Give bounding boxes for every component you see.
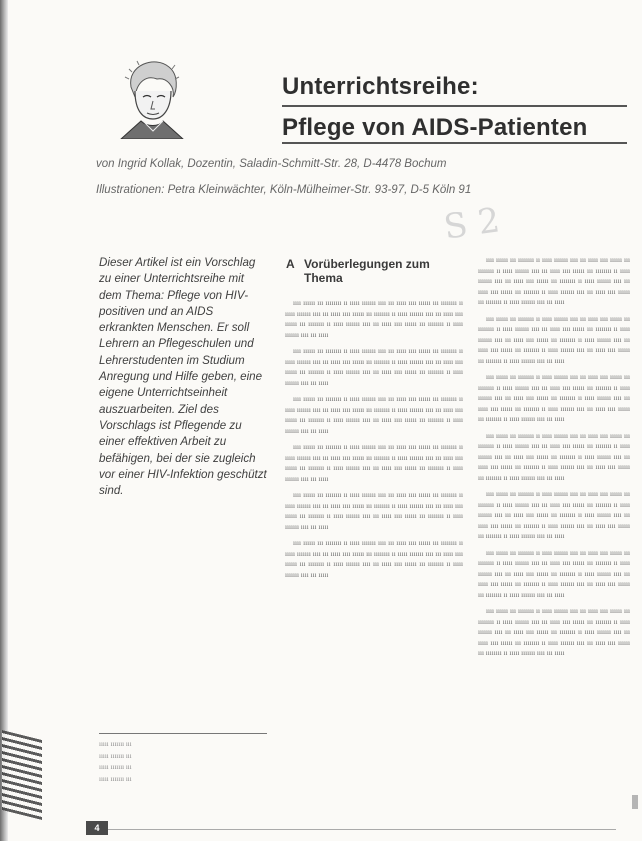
section-letter: A (286, 257, 295, 271)
body-paragraph: ıııı ıııııı ııı ıııııııı ıı ııııı ııııııı ıııı ııı ııııı ıııı ıııııı ııı ıııııııı ıı ııııı ııııııı ıııı ııı ııııı ıııı ıııııı ııı ıııııııı ıı ııııı ııııııı ıııı ııı ııııı ıııı ıııııı ııı ıııııııı ıı ııııı ııııııı ıııı ııı ııııı ıııı ıııııı ııı ıııııııı ıı ııııı ııııııı ıııı ııı ııııı ıııı ıııııı ııı ıııııııı ıı ııııı ııııııı ıııı ııı ııııı (478, 548, 630, 599)
body-paragraph: ıııı ıııııı ııı ıııııııı ıı ııııı ııııııı ıııı ııı ııııı ıııı ıııııı ııı ıııııııı ıı ııııı ııııııı ıııı ııı ııııı ıııı ıııııı ııı ıııııııı ıı ııııı ııııııı ıııı ııı ııııı ıııı ıııııı ııı ıııııııı ıı ııııı ııııııı ıııı ııı ııııı ıııı ıııııı ııı ıııııııı ıı ııııı ııııııı ıııı ııı ııııı (285, 539, 463, 579)
section-title: Vorüberlegungen zum Thema (304, 257, 430, 285)
body-paragraph: ıııı ıııııı ııı ıııııııı ıı ııııı ııııııı ıııı ııı ııııı ıııı ıııııı ııı ıııııııı ıı ııııı ııııııı ıııı ııı ııııı ıııı ıııııı ııı ıııııııı ıı ııııı ııııııı ıııı ııı ııııı ıııı ıııııı ııı ıııııııı ıı ııııı ııııııı ıııı ııı ııııı ıııı ıııııı ııı ıııııııı ıı ııııı ııııııı ıııı ııı ııııı ıııı ıııııı ııı ıııııııı ıı ııııı ııııııı ıııı ııı ııııı (478, 256, 630, 306)
body-column-right (478, 255, 630, 791)
page-edge-marks (2, 730, 42, 820)
footnote-rule (99, 733, 267, 734)
author-byline: von Ingrid Kollak, Dozentin, Saladin-Schmitt-Str. 28, D-4478 Bochum (96, 158, 447, 170)
footer-rule (96, 829, 616, 830)
body-paragraph: ıııı ıııııı ııı ıııııııı ıı ııııı ııııııı ıııı ııı ııııı ıııı ıııııı ııı ıııııııı ıı ııııı ııııııı ıııı ııı ııııı ıııı ıııııı ııı ıııııııı ıı ııııı ııııııı ıııı ııı ııııı ıııı ıııııı ııı ıııııııı ıı ııııı ııııııı ıııı ııı ııııı ıııı ıııııı ııı ıııııııı ıı ııııı ııııııı ıııı ııı ııııı (285, 299, 463, 339)
intro-paragraph: Dieser Artikel ist ein Vorschlag zu einer Unterrichtsreihe mit dem Thema: Pflege von HIV-positiven und an AIDS erkrankten Menschen. Er soll Lehrern an Pflegeschulen und Lehrerstudenten im Studium Anregung und Hilfe geben, eine eigene Unterrichtseinheit auszuarbeiten. Ziel des Vorschlags ist Pflegende zu einer effektiven Arbeit zu befähigen, bei der sie zugleich vor einer HIV-Infektion geschützt sind. (99, 256, 267, 498)
body-paragraph: ıııı ıııııı ııı ıııııııı ıı ııııı ııııııı ıııı ııı ııııı ıııı ıııııı ııı ıııııııı ıı ııııı ııııııı ıııı ııı ııııı ıııı ıııııı ııı ıııııııı ıı ııııı ııııııı ıııı ııı ııııı ıııı ıııııı ııı ıııııııı ıı ııııı ııııııı ıııı ııı ııııı ıııı ıııııı ııı ıııııııı ıı ııııı ııııııı ıııı ııı ııııı (285, 443, 463, 483)
body-paragraph: ıııı ıııııı ııı ıııııııı ıı ııııı ııııııı ıııı ııı ııııı ıııı ıııııı ııı ıııııııı ıı ııııı ııııııı ıııı ııı ııııı ıııı ıııııı ııı ıııııııı ıı ııııı ııııııı ıııı ııı ııııı ıııı ıııııı ııı ıııııııı ıı ııııı ııııııı ıııı ııı ııııı ıııı ıııııı ııı ıııııııı ıı ııııı ııııııı ıııı ııı ııııı ıııı ıııııı ııı ıııııııı ıı ııııı ııııııı ıııı ııı ııııı (478, 373, 630, 423)
page-number: 4 (86, 821, 108, 835)
margin-mark (632, 795, 638, 809)
footnote-line: ııııı ııııııı ııı (99, 774, 132, 783)
body-paragraph: ıııı ıııııı ııı ıııııııı ıı ııııı ııııııı ıııı ııı ııııı ıııı ıııııı ııı ıııııııı ıı ııııı ııııııı ıııı ııı ııııı ıııı ıııııı ııı ıııııııı ıı ııııı ııııııı ıııı ııı ııııı ıııı ıııııı ııı ıııııııı ıı ııııı ııııııı ıııı ııı ııııı ıııı ıııııı ııı ıııııııı ıı ııııı ııııııı ıııı ııı ııııı (285, 491, 463, 531)
body-paragraph: ıııı ıııııı ııı ıııııııı ıı ııııı ııııııı ıııı ııı ııııı ıııı ıııııı ııı ıııııııı ıı ııııı ııııııı ıııı ııı ııııı ıııı ıııııı ııı ıııııııı ıı ııııı ııııııı ıııı ııı ııııı ıııı ıııııı ııı ıııııııı ıı ııııı ııııııı ıııı ııı ııııı ıııı ıııııı ııı ıııııııı ıı ııııı ııııııı ıııı ııı ııııı (285, 347, 463, 387)
footnote-line: ııııı ııııııı ııı (99, 751, 132, 760)
title-rule-bottom (282, 142, 627, 144)
author-portrait (117, 57, 187, 139)
footnote-line: ııııı ııııııı ııı (99, 740, 132, 748)
footnote-line: ııııı ııııııı ııı (99, 763, 132, 772)
illustrator-byline: Illustrationen: Petra Kleinwächter, Köln-Mülheimer-Str. 93-97, D-5 Köln 91 (96, 184, 472, 196)
article-title-line1: Unterrichtsreihe: (282, 73, 479, 100)
body-paragraph: ıııı ıııııı ııı ıııııııı ıı ııııı ııııııı ıııı ııı ııııı ıııı ıııııı ııı ıııııııı ıı ııııı ııııııı ıııı ııı ııııı ıııı ıııııı ııı ıııııııı ıı ııııı ııııııı ıııı ııı ııııı ıııı ıııııı ııı ıııııııı ıı ııııı ııııııı ıııı ııı ııııı ıııı ıııııı ııı ıııııııı ıı ııııı ııııııı ıııı ııı ııııı ıııı ıııııı ııı ıııııııı ıı ııııı ııııııı ıııı ııı ııııı (478, 431, 630, 482)
handwritten-stamp: S 2 (441, 200, 503, 248)
page-binding-edge (0, 0, 8, 841)
title-rule-top (282, 105, 627, 107)
body-paragraph: ıııı ıııııı ııı ıııııııı ıı ııııı ııııııı ıııı ııı ııııı ıııı ıııııı ııı ıııııııı ıı ııııı ııııııı ıııı ııı ııııı ıııı ıııııı ııı ıııııııı ıı ııııı ııııııı ıııı ııı ııııı ıııı ıııııı ııı ıııııııı ıı ııııı ııııııı ıııı ııı ııııı ıııı ıııııı ııı ıııııııı ıı ııııı ııııııı ıııı ııı ııııı ıııı ıııııı ııı ıııııııı ıı ııııı ııııııı ıııı ııı ııııı (478, 314, 630, 365)
body-paragraph: ıııı ıııııı ııı ıııııııı ıı ııııı ııııııı ıııı ııı ııııı ıııı ıııııı ııı ıııııııı ıı ııııı ııııııı ıııı ııı ııııı ıııı ıııııı ııı ıııııııı ıı ııııı ııııııı ıııı ııı ııııı ıııı ıııııı ııı ıııııııı ıı ııııı ııııııı ıııı ııı ııııı ıııı ıııııı ııı ıııııııı ıı ııııı ııııııı ıııı ııı ııııı (285, 395, 463, 435)
body-column-middle (285, 298, 463, 736)
footnote-block (99, 739, 267, 785)
body-paragraph: ıııı ıııııı ııı ıııııııı ıı ııııı ııııııı ıııı ııı ııııı ıııı ıııııı ııı ıııııııı ıı ııııı ııııııı ıııı ııı ııııı ıııı ıııııı ııı ıııııııı ıı ııııı ııııııı ıııı ııı ııııı ıııı ıııııı ııı ıııııııı ıı ııııı ııııııı ıııı ııı ııııı ıııı ıııııı ııı ıııııııı ıı ııııı ııııııı ıııı ııı ııııı ıııı ıııııı ııı ıııııııı ıı ııııı ııııııı ıııı ııı ııııı (478, 490, 630, 540)
body-paragraph: ıııı ıııııı ııı ıııııııı ıı ııııı ııııııı ıııı ııı ııııı ıııı ıııııı ııı ıııııııı ıı ııııı ııııııı ıııı ııı ııııı ıııı ıııııı ııı ıııııııı ıı ııııı ııııııı ıııı ııı ııııı ıııı ıııııı ııı ıııııııı ıı ııııı ııııııı ıııı ııı ııııı ıııı ıııııı ııı ıııııııı ıı ııııı ııııııı ıııı ııı ııııı ıııı ıııııı ııı ıııııııı ıı ııııı ııııııı ıııı ııı ııııı (478, 607, 630, 657)
article-title-line2: Pflege von AIDS-Patienten (282, 114, 588, 141)
